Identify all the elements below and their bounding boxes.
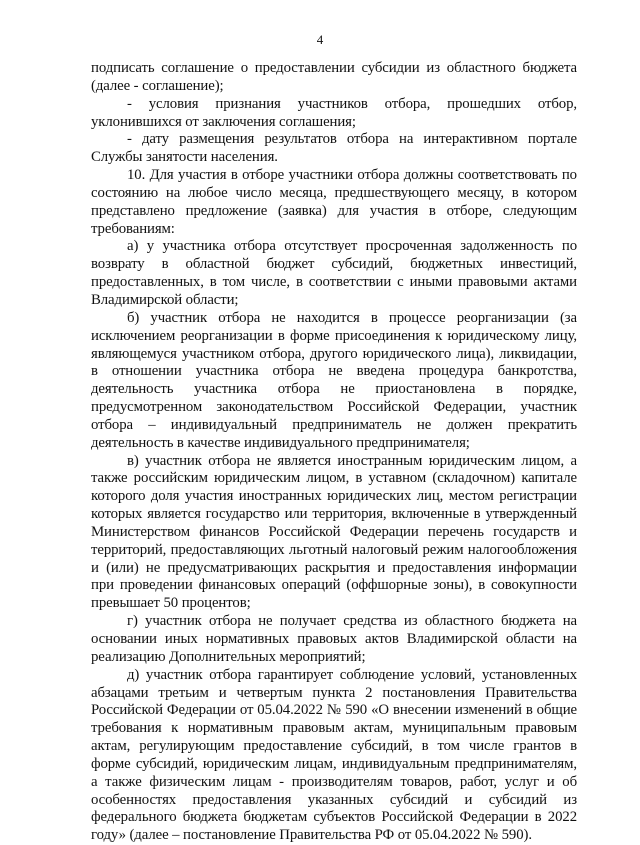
paragraph-list-item: - условия признания участников отбора, прошедших отбор, уклонившихся от заключения соглашения; (91, 95, 577, 130)
paragraph-requirement-d: д) участник отбора гарантирует соблюдение условий, установленных абзацами третьим и четвертым пункта 2 постановления Правительства Российской Федерации от 05.04.2022 № 590 «О внесении изменений в общие требования к нормативным правовым актам, муниципальным правовым актам, регулирующим предоставление субсидий, в том числе грантов в форме субсидий, юридическим лицам, индивидуальным предпринимателям, а также физическим лицам - производителям товаров, работ, услуг и об особенностях предоставления указанных субсидий и субсидий из федерального бюджета бюджетам субъектов Российской Федерации в 2022 году» (далее – постановление Правительства РФ от 05.04.2022 № 590). (91, 666, 577, 844)
document-body (91, 60, 577, 845)
paragraph-requirement-v: в) участник отбора не является иностранным юридическим лицом, а также российским юридическим лицом, в уставном (складочном) капитале которого доля участия иностранных юридических лиц, местом регистрации которых является государство или территория, включенные в утвержденный Министерством финансов Российской Федерации перечень государств и территорий, предоставляющих льготный налоговый режим налогообложения и (или) не предусматривающих раскрытия и предоставления информации при проведении финансовых операций (оффшорные зоны), в совокупности превышает 50 процентов; (91, 452, 577, 612)
paragraph-continuation: подписать соглашение о предоставлении субсидии из областного бюджета (далее - соглашение); (91, 60, 577, 94)
paragraph-list-item: - дату размещения результатов отбора на интерактивном портале Службы занятости населения. (91, 131, 577, 166)
paragraph-clause-10: 10. Для участия в отборе участники отбора должны соответствовать по состоянию на любое число месяца, предшествующего месяцу, в котором представлено предложение (заявка) для участия в отборе, следующим требованиям: (91, 167, 577, 237)
paragraph-requirement-b: б) участник отбора не находится в процессе реорганизации (за исключением реорганизации в форме присоединения к юридическому лицу, являющемуся участником отбора, другого юридического лица), ликвидации, в отношении участника отбора не введена процедура банкротства, деятельность участника отбора не приостановлена в порядке, предусмотренном законодательством Российской Федерации, участник отбора – индивидуальный предприниматель не должен прекратить деятельность в качестве индивидуального предпринимателя; (91, 309, 577, 451)
paragraph-requirement-g: г) участник отбора не получает средства из областного бюджета на основании иных нормативных правовых актов Владимирской области на реализацию Дополнительных мероприятий; (91, 613, 577, 665)
page-number: 4 (316, 32, 324, 47)
paragraph-requirement-a: а) у участника отбора отсутствует просроченная задолженность по возврату в областной бюджет субсидий, бюджетных инвестиций, предоставленных, в том числе, в соответствии с иными правовыми актами Владимирской области; (91, 238, 577, 308)
